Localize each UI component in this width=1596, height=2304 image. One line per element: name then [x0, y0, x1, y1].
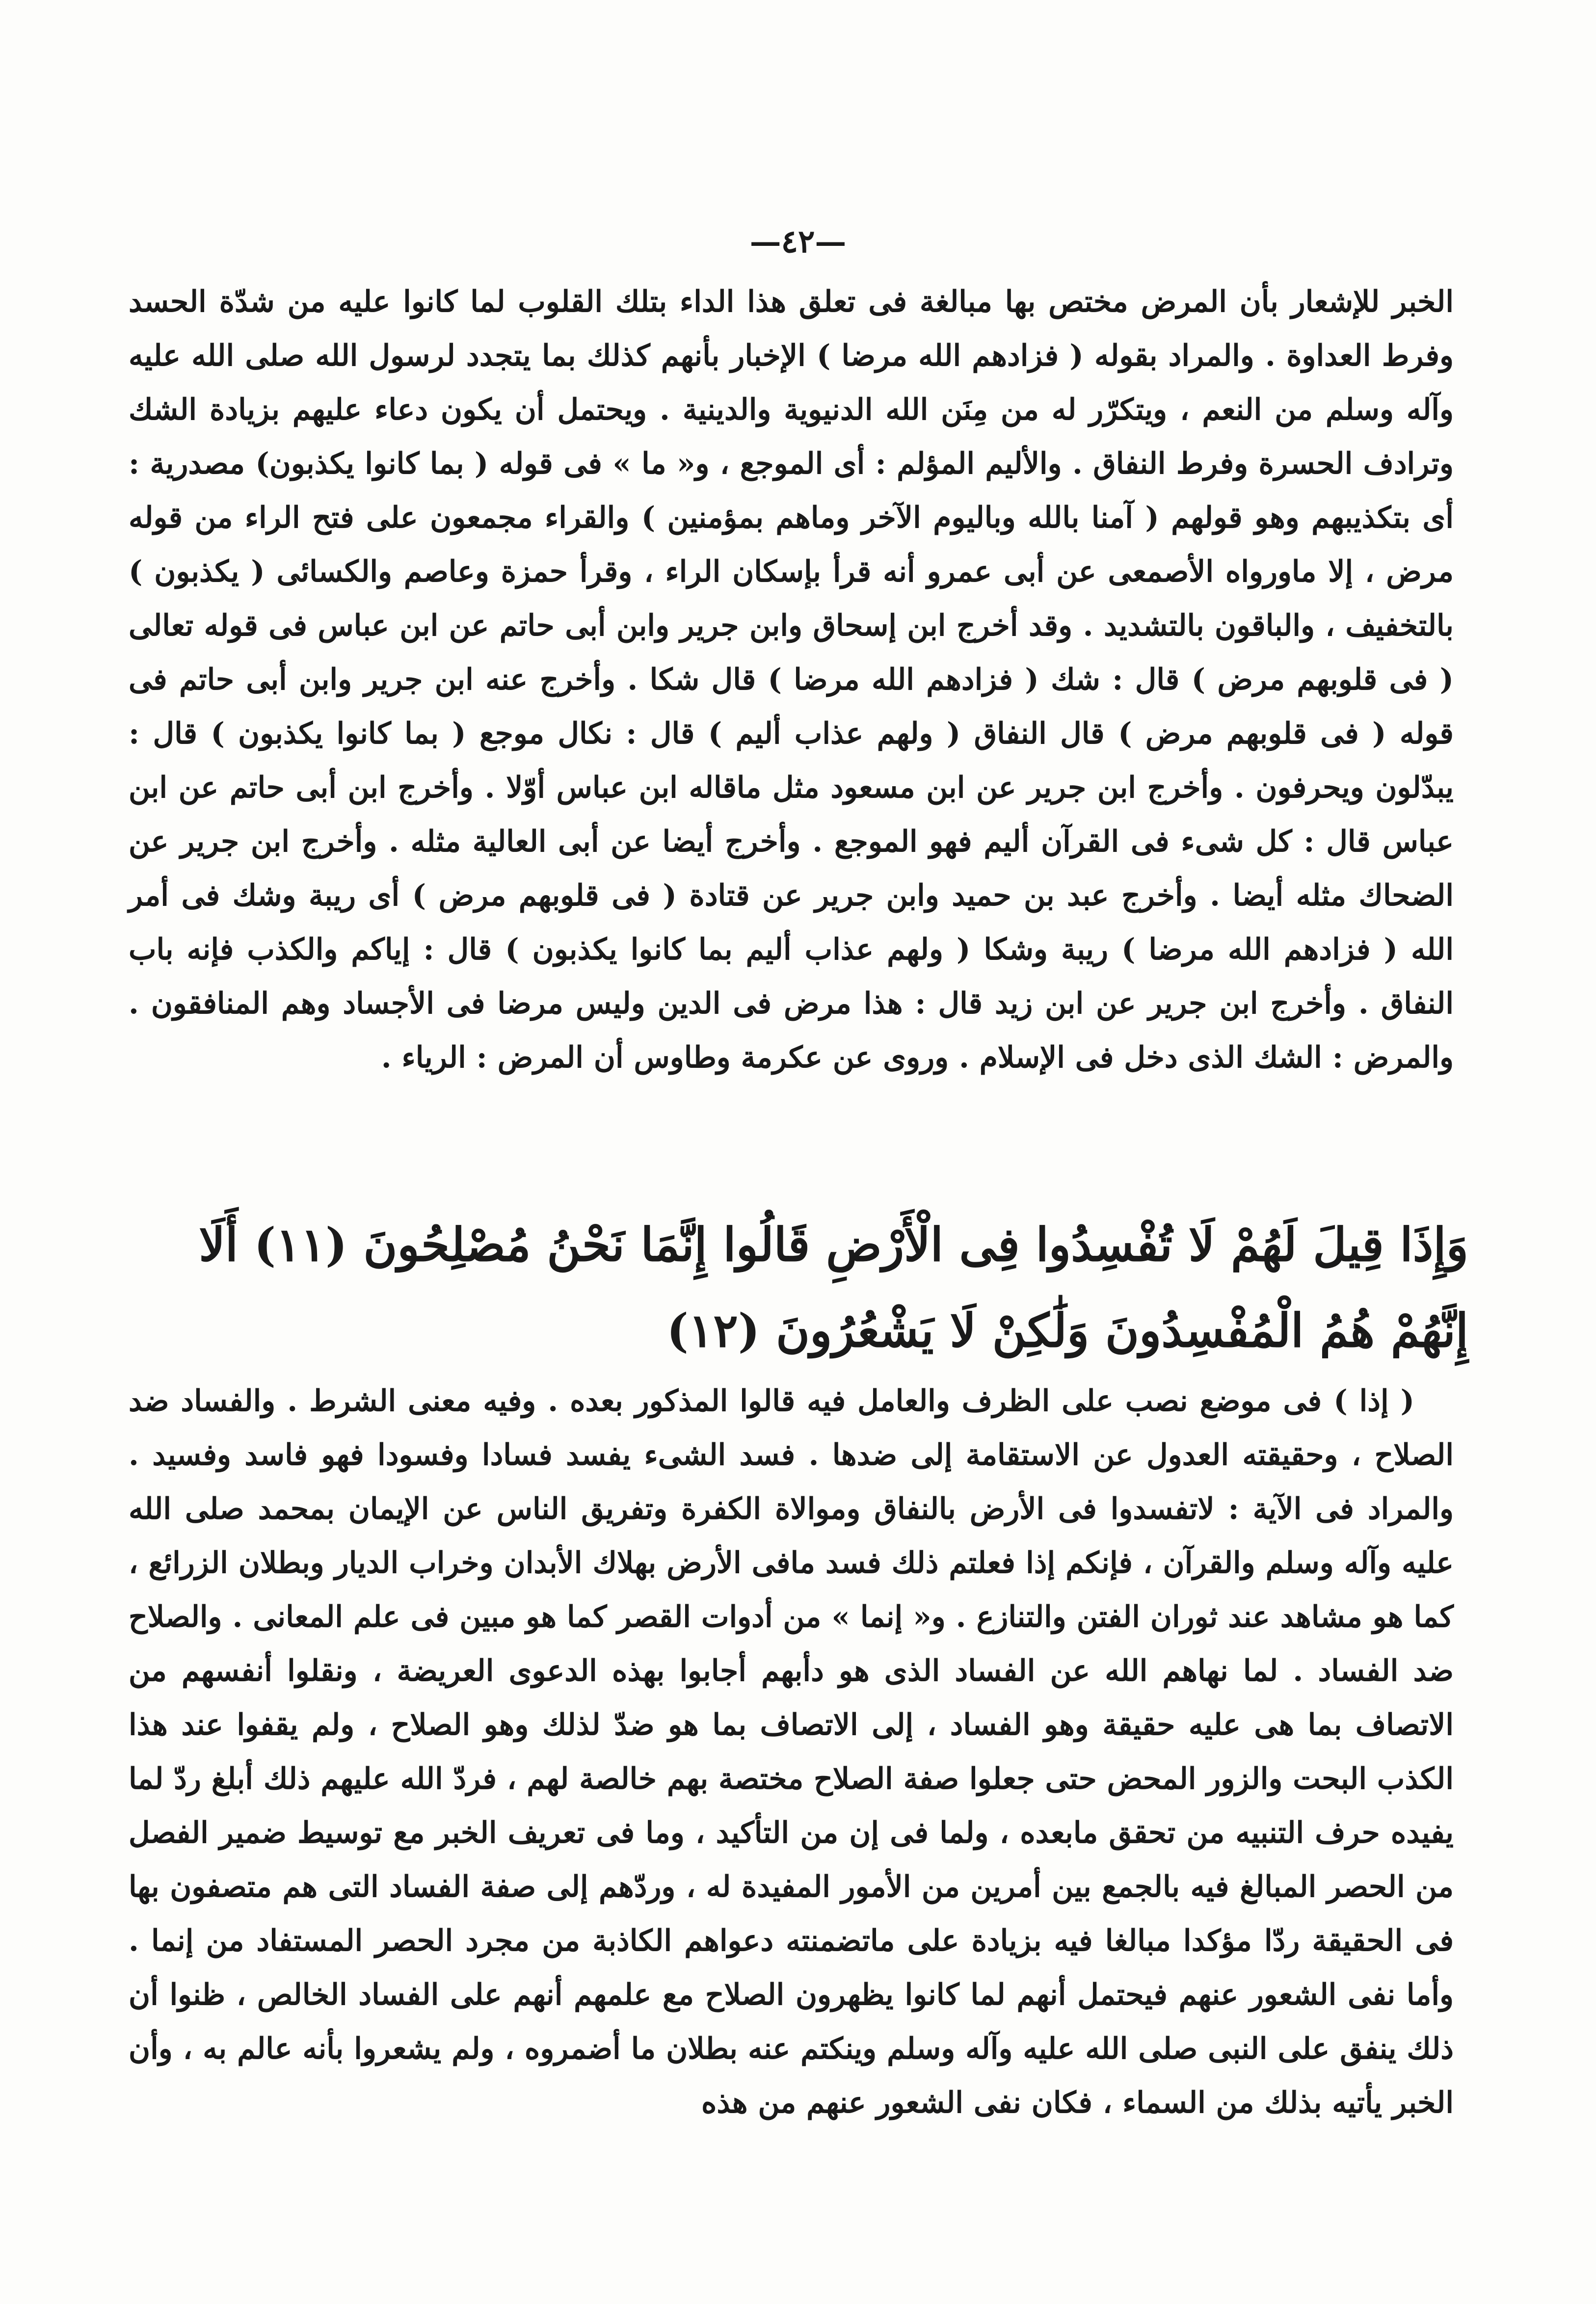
quran-verse: وَإِذَا قِيلَ لَهُمْ لَا تُفْسِدُوا فِى الْأَرْضِ قَالُوا إِنَّمَا نَحْنُ مُصْلِحُونَ (١١) أَلَا إِنَّهُمْ هُمُ الْمُفْسِدُونَ وَلَٰكِنْ لَا يَشْعُرُونَ (١٢) [199, 1218, 1468, 1358]
commentary-top-block [129, 275, 1454, 1085]
commentary-bottom-block [129, 1374, 1454, 2130]
commentary-paragraph: الخبر للإشعار بأن المرض مختص بها مبالغة فى تعلق هذا الداء بتلك القلوب لما كانوا عليه من شدّة الحسد وفرط العداوة . والمراد بقوله ( فزادهم الله مرضا ) الإخبار بأنهم كذلك بما يتجدد لرسول الله صلى الله عليه وآله وسلم من النعم ، ويتكرّر له من مِنَن الله الدنيوية والدينية . ويحتمل أن يكون دعاء عليهم بزيادة الشك وترادف الحسرة وفرط النفاق . والأليم المؤلم : أى الموجع ، و« ما » فى قوله ( بما كانوا يكذبون) مصدرية : أى بتكذيبهم وهو قولهم ( آمنا بالله وباليوم الآخر وماهم بمؤمنين ) والقراء مجمعون على فتح الراء من قوله مرض ، إلا ماورواه الأصمعى عن أبى عمرو أنه قرأ بإسكان الراء ، وقرأ حمزة وعاصم والكسائى ( يكذبون ) بالتخفيف ، والباقون بالتشديد . وقد أخرج ابن إسحاق وابن جرير وابن أبى حاتم عن ابن عباس فى قوله تعالى ( فى قلوبهم مرض ) قال : شك ( فزادهم الله مرضا ) قال شكا . وأخرج عنه ابن جرير وابن أبى حاتم فى قوله ( فى قلوبهم مرض ) قال النفاق ( ولهم عذاب أليم ) قال : نكال موجع ( بما كانوا يكذبون ) قال : يبدّلون ويحرفون . وأخرج ابن جرير عن ابن مسعود مثل ماقاله ابن عباس أوّلا . وأخرج ابن أبى حاتم عن ابن عباس قال : كل شىء فى القرآن أليم فهو الموجع . وأخرج أيضا عن أبى العالية مثله . وأخرج ابن جرير عن الضحاك مثله أيضا . وأخرج عبد بن حميد وابن جرير عن قتادة ( فى قلوبهم مرض ) أى ريبة وشك فى أمر الله ( فزادهم الله مرضا ) ريبة وشكا ( ولهم عذاب أليم بما كانوا يكذبون ) قال : إياكم والكذب فإنه باب النفاق . وأخرج ابن جرير عن ابن زيد قال : هذا مرض فى الدين وليس مرضا فى الأجساد وهم المنافقون . والمرض : الشك الذى دخل فى الإسلام . وروى عن عكرمة وطاوس أن المرض : الرياء . [129, 285, 1454, 1075]
commentary-paragraph: ( إذا ) فى موضع نصب على الظرف والعامل فيه قالوا المذكور بعده . وفيه معنى الشرط . والفساد ضد الصلاح ، وحقيقته العدول عن الاستقامة إلى ضدها . فسد الشىء يفسد فسادا وفسودا فهو فاسد وفسيد . والمراد فى الآية : لاتفسدوا فى الأرض بالنفاق وموالاة الكفرة وتفريق الناس عن الإيمان بمحمد صلى الله عليه وآله وسلم والقرآن ، فإنكم إذا فعلتم ذلك فسد مافى الأرض بهلاك الأبدان وخراب الديار وبطلان الزرائع ، كما هو مشاهد عند ثوران الفتن والتنازع . و« إنما » من أدوات القصر كما هو مبين فى علم المعانى . والصلاح ضد الفساد . لما نهاهم الله عن الفساد الذى هو دأبهم أجابوا بهذه الدعوى العريضة ، ونقلوا أنفسهم من الاتصاف بما هى عليه حقيقة وهو الفساد ، إلى الاتصاف بما هو ضدّ لذلك وهو الصلاح ، ولم يقفوا عند هذا الكذب البحت والزور المحض حتى جعلوا صفة الصلاح مختصة بهم خالصة لهم ، فردّ الله عليهم ذلك أبلغ ردّ لما يفيده حرف التنبيه من تحقق مابعده ، ولما فى إن من التأكيد ، وما فى تعريف الخبر مع توسيط ضمير الفصل من الحصر المبالغ فيه بالجمع بين أمرين من الأمور المفيدة له ، وردّهم إلى صفة الفساد التى هم متصفون بها فى الحقيقة ردّا مؤكدا مبالغا فيه بزيادة على ماتضمنته دعواهم الكاذبة من مجرد الحصر المستفاد من إنما . وأما نفى الشعور عنهم فيحتمل أنهم لما كانوا يظهرون الصلاح مع علمهم أنهم على الفساد الخالص ، ظنوا أن ذلك ينفق على النبى صلى الله عليه وآله وسلم وينكتم عنه بطلان ما أضمروه ، ولم يشعروا بأنه عالم به ، وأن الخبر يأتيه بذلك من السماء ، فكان نفى الشعور عنهم من هذه [129, 1384, 1454, 2120]
page-number: —٤٢— [749, 223, 847, 260]
